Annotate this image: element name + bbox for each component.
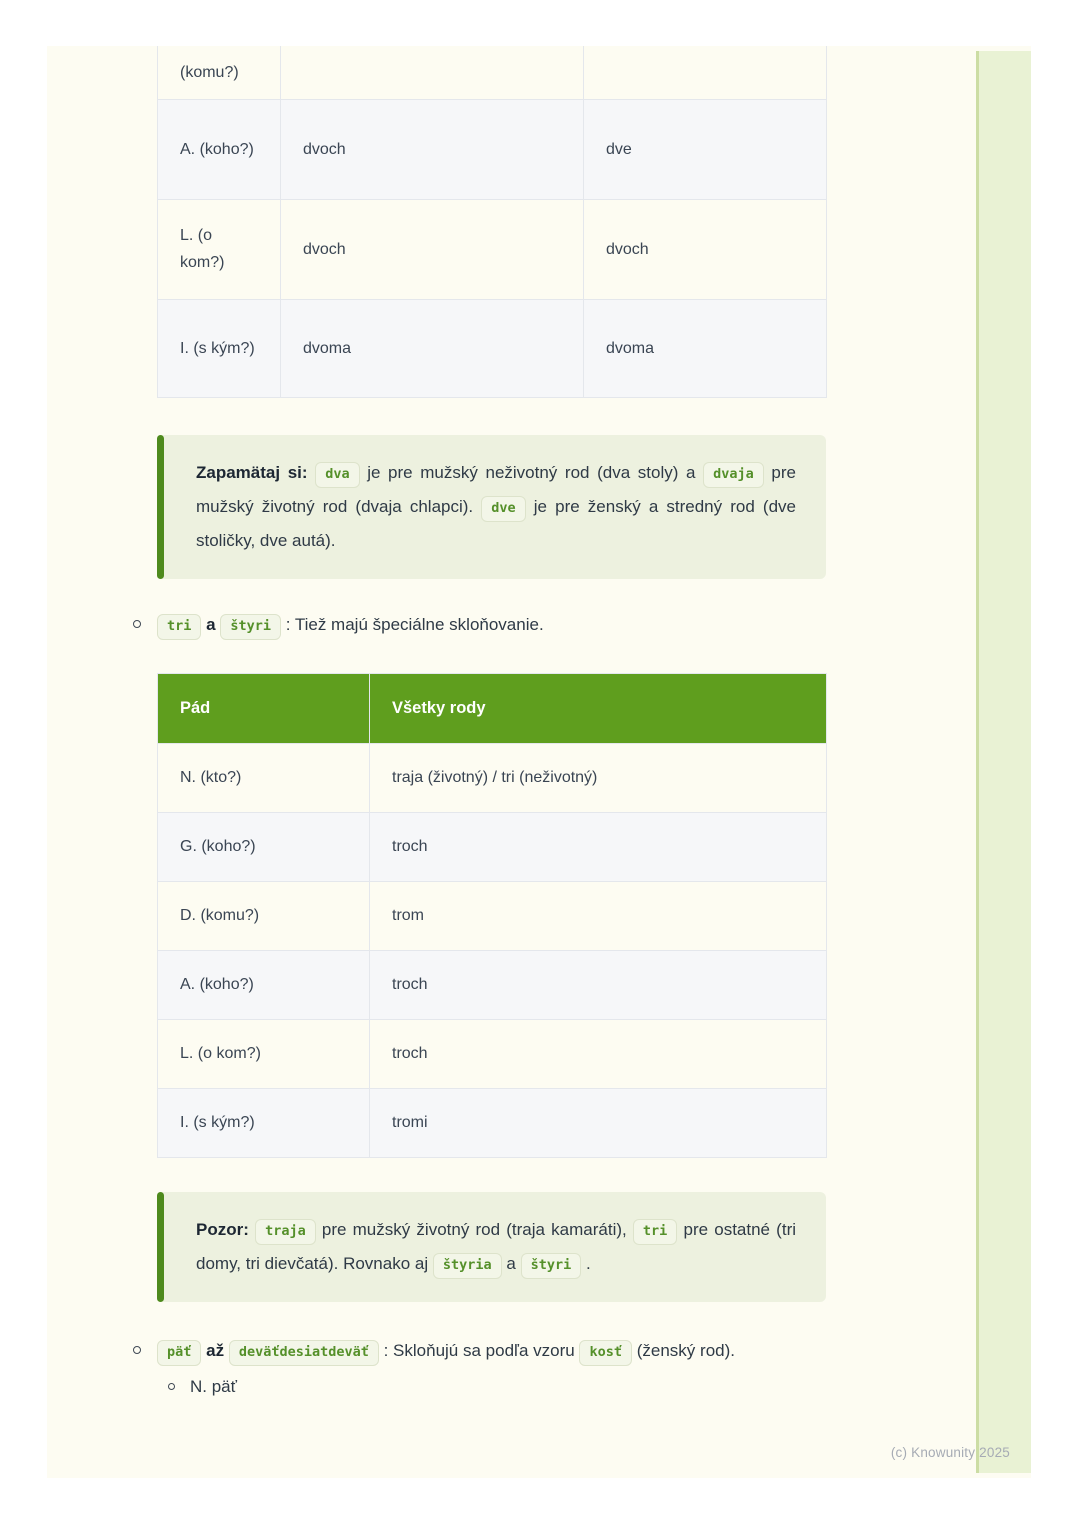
code-chip: päť: [157, 1340, 201, 1366]
column-header-vsetky-rody: Všetky rody: [370, 673, 827, 743]
table-row: [158, 299, 827, 397]
column-header-pad: Pád: [158, 673, 370, 743]
value-cell: troch: [370, 812, 827, 881]
value-cell: dvoch: [281, 99, 584, 199]
case-cell: A. (koho?): [158, 99, 281, 199]
bullet-text-segment: : Tiež majú špeciálne skloňovanie.: [285, 614, 544, 634]
value-cell: dve: [584, 99, 827, 199]
callout-lead: Pozor:: [196, 1219, 249, 1239]
note-callout-zapamataj: [157, 435, 826, 579]
bullet-item-tri-styri: [133, 607, 826, 642]
tri-declension-table: [157, 673, 827, 1158]
value-cell: dvoch: [584, 199, 827, 299]
case-cell: (komu?): [158, 46, 281, 99]
callout-text: [196, 1213, 796, 1281]
callout-text: [196, 456, 796, 558]
callout-text-segment: pre mužský životný rod (dvaja chlapci).: [196, 462, 796, 516]
value-cell: troch: [370, 1019, 827, 1088]
callout-text-segment: pre mužský životný rod (traja kamaráti),: [321, 1219, 627, 1239]
bullet-conjunction: až: [206, 1340, 225, 1360]
code-chip: deväťdesiatdeväť: [229, 1340, 379, 1366]
code-chip: dva: [315, 462, 359, 488]
callout-accent-bar: [157, 1192, 164, 1302]
circle-bullet-icon: [168, 1383, 175, 1390]
table-row: [158, 881, 827, 950]
value-cell: traja (životný) / tri (neživotný): [370, 743, 827, 812]
table-row: [158, 46, 827, 99]
callout-text-segment: pre ostatné (tri domy, tri dievčatá). Rovnako aj: [196, 1219, 797, 1273]
table-row: [158, 812, 827, 881]
bullet-item-pat: [133, 1333, 826, 1368]
case-cell: N. (kto?): [158, 743, 370, 812]
code-chip: tri: [633, 1219, 677, 1245]
case-cell: L. (o kom?): [158, 1019, 370, 1088]
note-callout-pozor: [157, 1192, 826, 1302]
bullet-text-segment: : Skloňujú sa podľa vzoru: [383, 1340, 575, 1360]
callout-text-segment: je pre ženský a stredný rod (dve stoličky, dve autá).: [196, 496, 796, 550]
table-header-row: [158, 673, 827, 743]
dva-declension-table: [157, 46, 827, 398]
page-margin-strip: [976, 51, 1031, 1473]
value-cell: dvoma: [584, 299, 827, 397]
case-cell: I. (s kým?): [158, 299, 281, 397]
callout-text-segment: a: [506, 1253, 516, 1273]
case-cell: A. (koho?): [158, 950, 370, 1019]
case-cell: D. (komu?): [158, 881, 370, 950]
table-row: [158, 199, 827, 299]
code-chip: štyria: [433, 1253, 502, 1279]
circle-bullet-icon: [133, 1346, 141, 1354]
callout-accent-bar: [157, 435, 164, 579]
bullet-text: [157, 1333, 826, 1368]
table-row: [158, 743, 827, 812]
sub-bullet-item-n-pat: [168, 1370, 826, 1404]
table-row: [158, 99, 827, 199]
value-cell: [584, 46, 827, 99]
table-row: [158, 950, 827, 1019]
table-row: [158, 1019, 827, 1088]
bullet-text: [157, 607, 826, 642]
copyright-watermark: (c) Knowunity 2025: [890, 1445, 1010, 1460]
code-chip: tri: [157, 614, 201, 640]
bullet-conjunction: a: [206, 614, 216, 634]
callout-text-segment: .: [585, 1253, 591, 1273]
bullet-text-segment: (ženský rod).: [636, 1340, 735, 1360]
callout-lead: Zapamätaj si:: [196, 462, 308, 482]
document-page: [47, 46, 1031, 1478]
code-chip: kosť: [579, 1340, 632, 1366]
case-cell: I. (s kým?): [158, 1088, 370, 1157]
case-cell: L. (o kom?): [158, 199, 281, 299]
code-chip: štyri: [521, 1253, 582, 1279]
code-chip: dve: [481, 496, 525, 522]
value-cell: tromi: [370, 1088, 827, 1157]
code-chip: traja: [255, 1219, 316, 1245]
code-chip: dvaja: [703, 462, 764, 488]
value-cell: dvoch: [281, 199, 584, 299]
value-cell: dvoma: [281, 299, 584, 397]
value-cell: trom: [370, 881, 827, 950]
case-cell: G. (koho?): [158, 812, 370, 881]
value-cell: [281, 46, 584, 99]
table-row: [158, 1088, 827, 1157]
circle-bullet-icon: [133, 620, 141, 628]
code-chip: štyri: [220, 614, 281, 640]
value-cell: troch: [370, 950, 827, 1019]
page-content: [157, 46, 826, 1404]
sub-bullet-text: N. päť: [190, 1376, 238, 1396]
callout-text-segment: je pre mužský neživotný rod (dva stoly) a: [367, 462, 696, 482]
